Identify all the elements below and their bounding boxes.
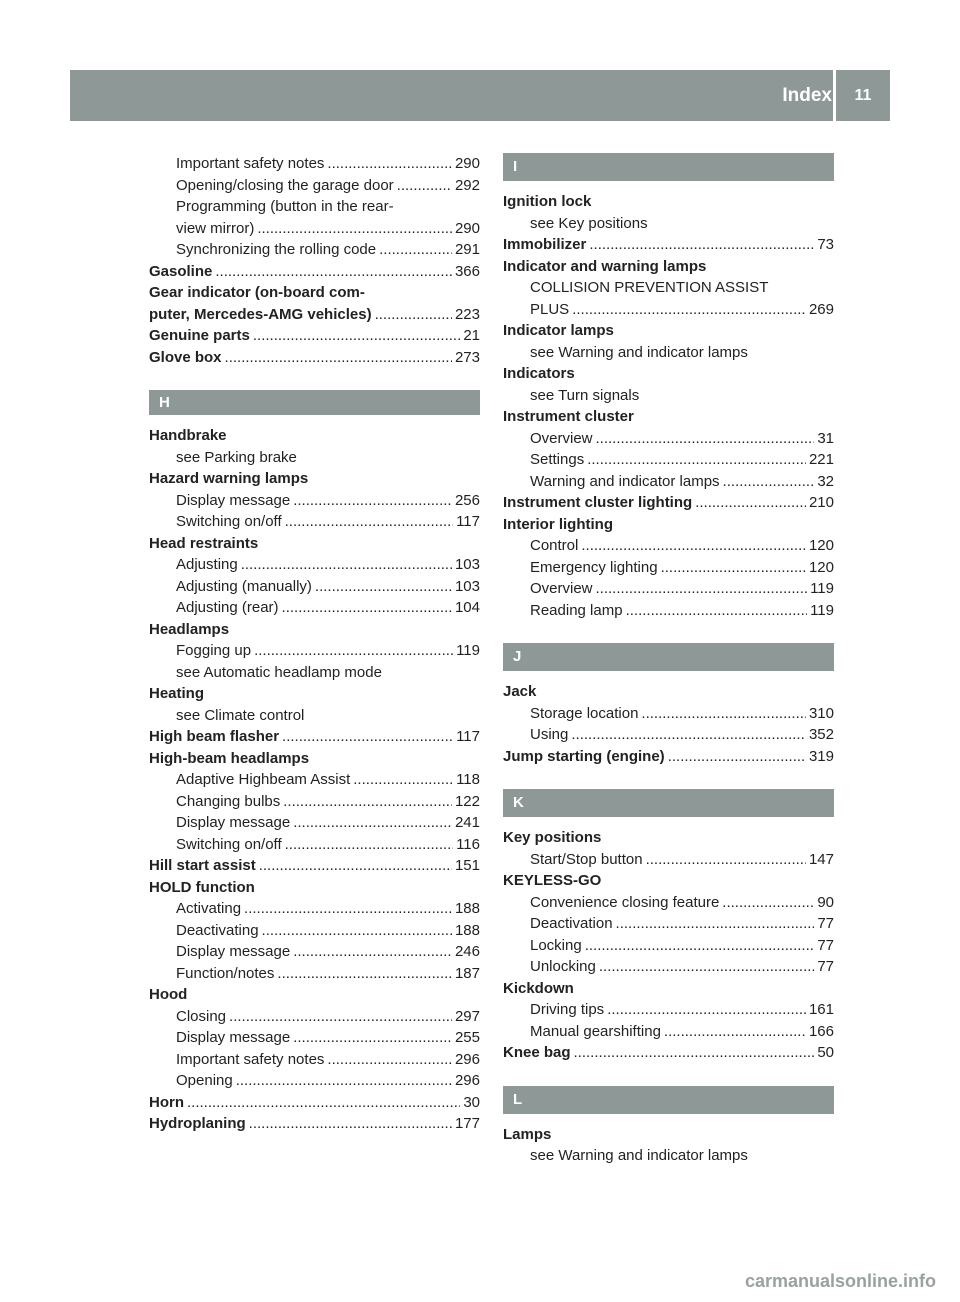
page-ref: 188 (454, 921, 480, 939)
page-ref: 319 (808, 747, 834, 765)
page-ref: 104 (454, 599, 480, 616)
leader-dots (249, 1113, 452, 1135)
page-ref: 50 (817, 1044, 834, 1061)
index-term: Deactivation (530, 915, 613, 932)
index-line[interactable] (503, 1145, 834, 1167)
page-ref: 296 (454, 1050, 480, 1068)
index-term: Indicator and warning lamps (503, 257, 707, 275)
index-term: Switching on/off (176, 835, 282, 853)
leader-dots (585, 935, 815, 957)
index-line[interactable] (149, 490, 480, 512)
index-line[interactable] (149, 705, 480, 727)
leader-dots (375, 304, 452, 326)
index-line[interactable] (149, 726, 480, 748)
index-line[interactable] (503, 1021, 834, 1043)
index-line[interactable] (149, 920, 480, 942)
index-term: Display message (176, 1029, 291, 1046)
page-ref: 77 (817, 958, 834, 975)
index-term: High beam flasher (149, 728, 280, 745)
index-term: Display message (176, 814, 291, 831)
page-ref: 122 (454, 792, 480, 810)
index-line (503, 191, 834, 213)
page-ref: 292 (454, 176, 480, 194)
index-line[interactable] (149, 769, 480, 791)
page-ref: 31 (817, 429, 834, 447)
index-term: Head restraints (149, 534, 259, 552)
page-ref: 269 (808, 300, 834, 318)
page-ref: 166 (808, 1022, 834, 1040)
index-column-left (149, 153, 480, 1135)
watermark: carmanualsonline.info (744, 1271, 936, 1291)
page-ref: 21 (463, 327, 480, 344)
index-line[interactable] (503, 213, 834, 235)
index-line[interactable] (149, 1113, 480, 1135)
leader-dots (695, 492, 806, 514)
index-term: Using (530, 726, 569, 743)
page-ref: 291 (454, 241, 480, 258)
cross-reference: see Parking brake (176, 448, 297, 466)
index-line[interactable] (149, 261, 480, 283)
page-ref: 116 (456, 835, 480, 853)
leader-dots (285, 511, 453, 533)
index-term: COLLISION PREVENTION ASSIST (530, 279, 769, 296)
leader-dots (723, 471, 815, 493)
index-term: Indicators (503, 365, 575, 382)
page-ref: 117 (456, 513, 480, 530)
index-term: Emergency lighting (530, 558, 658, 576)
index-line[interactable] (149, 239, 480, 261)
cross-reference: see Key positions (530, 214, 648, 232)
index-term: Opening/closing the garage door (176, 176, 394, 194)
leader-dots (599, 956, 814, 978)
index-term: Opening (176, 1072, 233, 1089)
leader-dots (571, 724, 806, 746)
index-term: Kickdown (503, 979, 574, 997)
index-term: KEYLESS-GO (503, 872, 602, 889)
letter-band-h: H (149, 390, 480, 415)
index-line[interactable] (503, 385, 834, 407)
leader-dots (187, 1092, 460, 1114)
leader-dots (277, 963, 452, 985)
index-term: Display message (176, 943, 291, 960)
index-line[interactable] (149, 1027, 480, 1049)
index-line (149, 683, 480, 705)
index-line[interactable] (149, 153, 480, 175)
cross-reference: see Automatic headlamp mode (176, 663, 382, 681)
letter-band-k: K (503, 789, 834, 817)
page-number: 11 (854, 87, 872, 104)
index-line[interactable] (503, 703, 834, 725)
leader-dots (259, 855, 452, 877)
index-line (503, 256, 834, 278)
page-ref: 77 (817, 936, 834, 954)
page-ref: 297 (454, 1007, 480, 1025)
leader-dots (596, 428, 815, 450)
index-line[interactable] (503, 234, 834, 256)
letter-band-l: L (503, 1086, 834, 1114)
index-term: Glove box (149, 348, 222, 366)
index-term: Start/Stop button (530, 850, 643, 868)
index-term: Gasoline (149, 262, 213, 280)
index-line (149, 533, 480, 555)
leader-dots (589, 234, 814, 256)
index-line[interactable] (149, 834, 480, 856)
leader-dots (587, 449, 806, 471)
index-column-right (503, 153, 834, 1167)
leader-dots (572, 299, 806, 321)
index-term: Indicator lamps (503, 322, 614, 339)
index-term: Driving tips (530, 1001, 605, 1018)
index-term: Hood (149, 986, 188, 1003)
index-term: Switching on/off (176, 513, 282, 530)
index-line[interactable] (149, 1049, 480, 1071)
index-term: Unlocking (530, 958, 596, 975)
index-line (503, 827, 834, 849)
leader-dots (641, 703, 806, 725)
index-term: Jack (503, 683, 537, 700)
index-term: High-beam headlamps (149, 749, 310, 767)
index-term: Horn (149, 1093, 184, 1111)
page-ref: 290 (454, 155, 480, 172)
index-term: Manual gearshifting (530, 1022, 661, 1040)
index-line[interactable] (149, 447, 480, 469)
leader-dots (285, 834, 453, 856)
index-term: view mirror) (176, 219, 255, 237)
index-line[interactable] (503, 849, 834, 871)
index-line[interactable] (149, 304, 480, 326)
page-ref: 32 (817, 472, 834, 490)
index-term: Adaptive Highbeam Assist (176, 771, 351, 788)
page-ref: 119 (456, 642, 480, 659)
index-term: Synchronizing the rolling code (176, 241, 377, 258)
leader-dots (257, 218, 452, 240)
index-line[interactable] (149, 175, 480, 197)
cross-reference: see Warning and indicator lamps (530, 1147, 748, 1164)
index-term: Reading lamp (530, 601, 623, 619)
leader-dots (327, 153, 452, 175)
index-line (149, 468, 480, 490)
page-ref: 90 (817, 893, 834, 911)
page-ref: 366 (454, 262, 480, 280)
index-term: Genuine parts (149, 327, 250, 344)
index-line[interactable] (503, 600, 834, 622)
index-line[interactable] (503, 935, 834, 957)
cross-reference: see Climate control (176, 706, 305, 724)
page-ref: 77 (817, 915, 834, 932)
leader-dots (626, 600, 808, 622)
index-line[interactable] (503, 492, 834, 514)
index-line[interactable] (503, 578, 834, 600)
index-line[interactable] (149, 597, 480, 619)
index-term: PLUS (530, 300, 570, 318)
index-line (149, 619, 480, 641)
index-line[interactable] (149, 941, 480, 963)
page-ref: 161 (808, 1001, 834, 1018)
index-line[interactable] (503, 746, 834, 768)
index-term: Gear indicator (on-board com- (149, 284, 365, 301)
page-ref: 73 (817, 236, 834, 253)
index-line[interactable] (503, 999, 834, 1021)
leader-dots (215, 261, 452, 283)
leader-dots (327, 1049, 452, 1071)
leader-dots (315, 576, 452, 598)
leader-dots (581, 535, 806, 557)
index-line (503, 978, 834, 1000)
index-line[interactable] (149, 898, 480, 920)
index-line (503, 681, 834, 703)
page-ref: 120 (808, 558, 834, 576)
leader-dots (607, 999, 806, 1021)
index-line[interactable] (503, 1042, 834, 1064)
index-term: Hydroplaning (149, 1115, 246, 1132)
index-line (149, 748, 480, 770)
index-line (503, 320, 834, 342)
index-term: Knee bag (503, 1044, 571, 1061)
index-term: Function/notes (176, 964, 275, 982)
index-term: HOLD function (149, 878, 255, 896)
index-line[interactable] (149, 812, 480, 834)
index-term: Lamps (503, 1125, 552, 1143)
leader-dots (262, 920, 452, 942)
cross-reference: see Warning and indicator lamps (530, 343, 748, 361)
leader-dots (379, 239, 452, 261)
leader-dots (293, 1027, 452, 1049)
leader-dots (574, 1042, 815, 1064)
index-line (149, 282, 480, 304)
index-term: Adjusting (rear) (176, 599, 279, 616)
index-line[interactable] (503, 535, 834, 557)
page-ref: 188 (454, 900, 480, 917)
leader-dots (668, 746, 806, 768)
leader-dots (225, 347, 452, 369)
page-ref: 223 (454, 305, 480, 323)
index-term: puter, Mercedes-AMG vehicles) (149, 305, 372, 323)
leader-dots (646, 849, 806, 871)
leader-dots (293, 941, 452, 963)
leader-dots (293, 490, 452, 512)
index-line (149, 425, 480, 447)
index-line[interactable] (503, 724, 834, 746)
page-ref: 117 (456, 728, 480, 745)
index-term: Settings (530, 451, 585, 468)
index-line[interactable] (149, 511, 480, 533)
leader-dots (241, 554, 452, 576)
index-line[interactable] (149, 554, 480, 576)
index-line (503, 363, 834, 385)
index-line[interactable] (503, 956, 834, 978)
index-term: Locking (530, 936, 582, 954)
leader-dots (661, 557, 806, 579)
index-line[interactable] (149, 791, 480, 813)
index-line[interactable] (149, 963, 480, 985)
page-ref: 310 (808, 704, 834, 722)
index-term: Convenience closing feature (530, 893, 720, 911)
page-ref: 147 (808, 850, 834, 868)
leader-dots (236, 1070, 452, 1092)
page-ref: 119 (810, 580, 834, 597)
index-term: Deactivating (176, 921, 259, 939)
index-line[interactable] (503, 342, 834, 364)
index-term: Fogging up (176, 642, 252, 659)
index-line[interactable] (149, 218, 480, 240)
leader-dots (353, 769, 453, 791)
index-term: Activating (176, 900, 242, 917)
index-line[interactable] (149, 855, 480, 877)
index-term: Jump starting (engine) (503, 747, 665, 765)
page-ref: 187 (454, 964, 480, 982)
index-line[interactable] (149, 1070, 480, 1092)
index-term: Instrument cluster lighting (503, 494, 693, 511)
leader-dots (282, 597, 452, 619)
page-ref: 246 (454, 943, 480, 960)
index-term: Immobilizer (503, 236, 587, 253)
index-line[interactable] (503, 299, 834, 321)
page-ref: 103 (454, 577, 480, 595)
leader-dots (596, 578, 808, 600)
leader-dots (229, 1006, 452, 1028)
index-line[interactable] (503, 913, 834, 935)
index-term: Overview (530, 580, 593, 597)
section-title: Index (782, 85, 832, 106)
leader-dots (282, 726, 453, 748)
page-ref: 120 (808, 537, 834, 554)
page-ref: 221 (808, 451, 834, 468)
index-term: Interior lighting (503, 515, 613, 533)
page-ref: 30 (463, 1093, 480, 1111)
index-term: Closing (176, 1007, 227, 1025)
index-term: Programming (button in the rear- (176, 198, 394, 215)
page-ref: 118 (456, 771, 480, 788)
index-line[interactable] (149, 576, 480, 598)
letter-band-j: J (503, 643, 834, 671)
index-term: Overview (530, 429, 593, 447)
leader-dots (397, 175, 452, 197)
leader-dots (293, 812, 452, 834)
index-line[interactable] (503, 471, 834, 493)
page-ref: 151 (454, 857, 480, 874)
index-line (503, 870, 834, 892)
index-line[interactable] (149, 1006, 480, 1028)
index-line (149, 984, 480, 1006)
index-term: Heating (149, 685, 205, 702)
index-term: Storage location (530, 704, 639, 722)
page-ref: 256 (454, 491, 480, 509)
page-ref: 210 (808, 494, 834, 511)
index-term: Adjusting (176, 556, 238, 573)
index-line[interactable] (149, 662, 480, 684)
index-term: Display message (176, 491, 291, 509)
index-term: Control (530, 537, 579, 554)
index-term: Hill start assist (149, 857, 256, 874)
leader-dots (664, 1021, 806, 1043)
page-ref: 255 (454, 1029, 480, 1046)
index-line[interactable] (503, 892, 834, 914)
index-term: Changing bulbs (176, 792, 281, 810)
index-line (503, 277, 834, 299)
page-ref: 177 (454, 1115, 480, 1132)
index-line (149, 877, 480, 899)
index-line[interactable] (503, 557, 834, 579)
page-header (70, 70, 890, 121)
index-line[interactable] (149, 325, 480, 347)
page-ref: 352 (808, 726, 834, 743)
index-line[interactable] (149, 640, 480, 662)
page-ref: 119 (810, 601, 834, 619)
leader-dots (253, 325, 460, 347)
leader-dots (254, 640, 453, 662)
index-term: Important safety notes (176, 1050, 325, 1068)
cross-reference: see Turn signals (530, 386, 640, 404)
leader-dots (616, 913, 815, 935)
index-term: Important safety notes (176, 155, 325, 172)
page-ref: 290 (454, 219, 480, 237)
page-ref: 296 (454, 1072, 480, 1089)
page-ref: 241 (454, 814, 480, 831)
page-ref: 273 (454, 348, 480, 366)
index-term: Hazard warning lamps (149, 470, 309, 487)
leader-dots (283, 791, 452, 813)
index-line (503, 1124, 834, 1146)
page-ref: 103 (454, 556, 480, 573)
index-term: Headlamps (149, 620, 230, 638)
index-term: Adjusting (manually) (176, 577, 312, 595)
index-term: Ignition lock (503, 193, 592, 210)
letter-band-i: I (503, 153, 834, 181)
leader-dots (244, 898, 452, 920)
leader-dots (722, 892, 814, 914)
index-term: Warning and indicator lamps (530, 472, 720, 490)
index-line (149, 196, 480, 218)
index-term: Handbrake (149, 427, 227, 444)
index-line (503, 514, 834, 536)
index-line[interactable] (149, 347, 480, 369)
index-line (503, 406, 834, 428)
index-term: Key positions (503, 829, 602, 846)
index-line[interactable] (149, 1092, 480, 1114)
index-line[interactable] (503, 428, 834, 450)
index-line[interactable] (503, 449, 834, 471)
index-term: Instrument cluster (503, 408, 634, 425)
